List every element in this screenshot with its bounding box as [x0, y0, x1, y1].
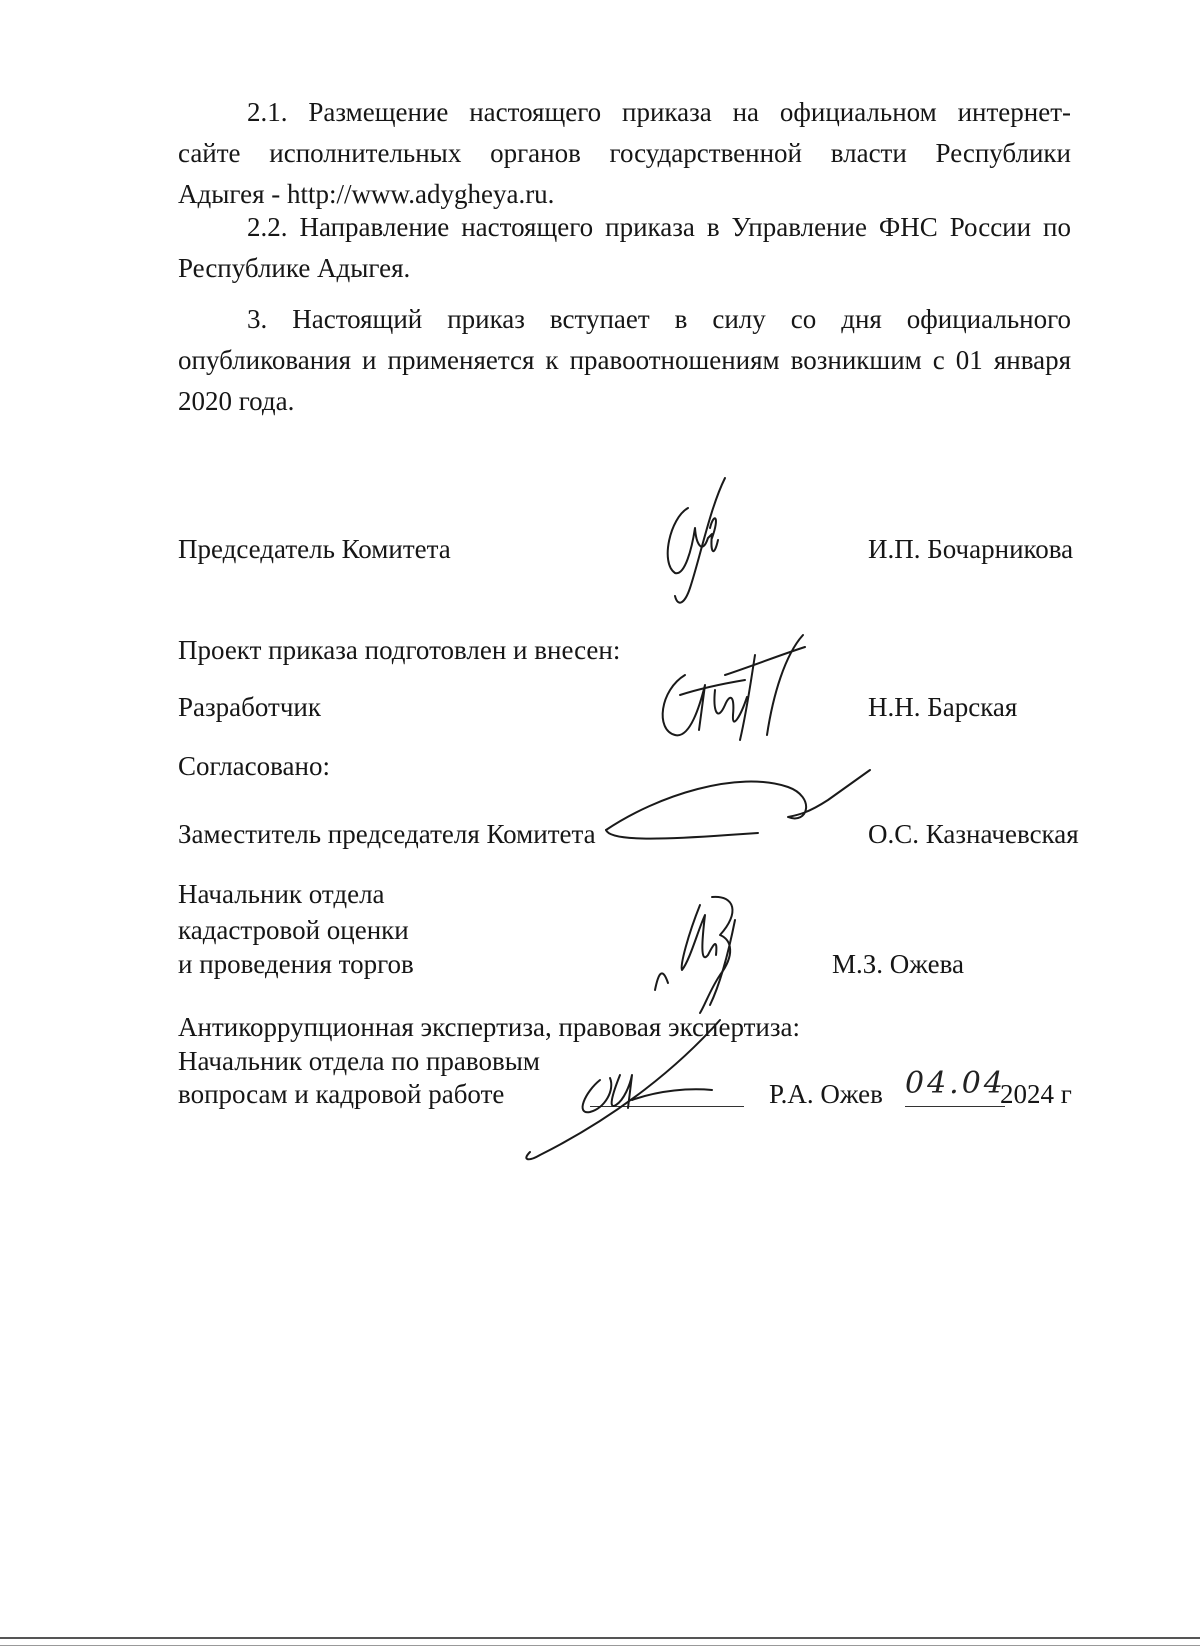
handwritten-date: 04.04 — [905, 1066, 1006, 1101]
clause-2-1-line-3: Адыгея - http://www.adygheya.ru. — [178, 179, 555, 209]
anticorruption-title-line-1: Начальник отдела по правовым — [178, 1046, 540, 1076]
anticorruption-title-line-2: вопросам и кадровой работе — [178, 1079, 505, 1109]
scan-bottom-edge — [0, 1637, 1200, 1646]
deputy-signature — [598, 765, 878, 855]
chairman-name: И.П. Бочарникова — [868, 534, 1074, 564]
deputy-name: О.С. Казначевская — [868, 819, 1079, 849]
anticorruption-heading: Антикоррупционная экспертиза, правовая экспертиза: — [178, 1012, 801, 1042]
clause-2-1-line-1: 2.1. Размещение настоящего приказа на официальном интернет- — [247, 97, 1071, 127]
date-underline — [905, 1106, 1005, 1107]
head-cadastral-name: М.З. Ожева — [832, 949, 964, 979]
clause-2-2-line-1: 2.2. Направление настоящего приказа в Управление ФНС России по — [247, 212, 1071, 242]
agreed-label: Согласовано: — [178, 751, 330, 781]
date-year: 2024 г — [1000, 1079, 1072, 1109]
chairman-signature — [650, 478, 770, 608]
clause-2-1-line-2: сайте исполнительных органов государственной власти Республики — [178, 138, 1071, 168]
deputy-title: Заместитель председателя Комитета — [178, 819, 596, 849]
clause-3-line-1: 3. Настоящий приказ вступает в силу со дня официального — [247, 304, 1071, 334]
anticorruption-name: Р.А. Ожев — [769, 1079, 883, 1109]
head-cadastral-signature — [650, 895, 760, 1015]
clause-2-1 — [178, 92, 1071, 215]
developer-title: Разработчик — [178, 692, 321, 722]
clause-2-2-line-2: Республике Адыгея. — [178, 253, 411, 283]
clause-3-line-3: 2020 года. — [178, 386, 295, 416]
clause-2-2 — [178, 207, 1071, 289]
anticorruption-signature — [520, 1020, 770, 1165]
clause-3 — [178, 299, 1071, 422]
head-cadastral-title-line-1: Начальник отдела — [178, 879, 385, 909]
head-cadastral-title-line-3: и проведения торгов — [178, 949, 414, 979]
prepared-by-label: Проект приказа подготовлен и внесен: — [178, 635, 621, 665]
developer-signature — [655, 635, 815, 745]
head-cadastral-title-line-2: кадастровой оценки — [178, 915, 409, 945]
developer-name: Н.Н. Барская — [868, 692, 1018, 722]
chairman-title: Председатель Комитета — [178, 534, 451, 564]
clause-3-line-2: опубликования и применяется к правоотношениям возникшим с 01 января — [178, 345, 1071, 375]
